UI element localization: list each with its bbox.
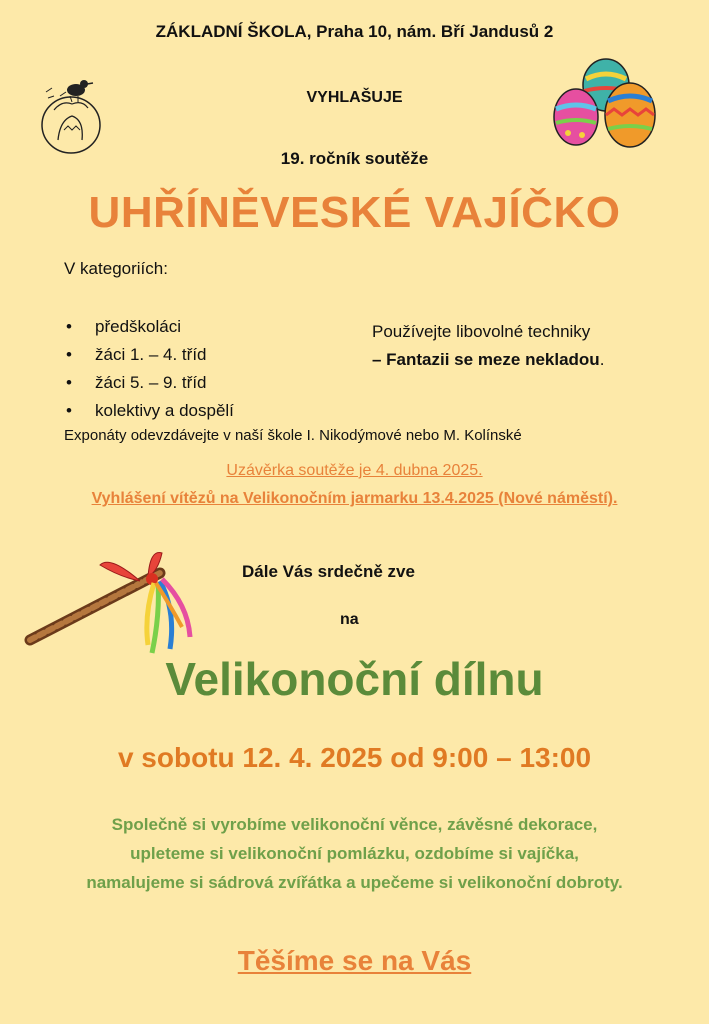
- techniques-period: .: [599, 350, 605, 369]
- closing-line: Těšíme se na Vás: [237, 945, 472, 976]
- school-logo-icon: [38, 70, 104, 156]
- categories-list: [64, 313, 234, 425]
- category-item: • žáci 5. – 9. tříd: [64, 369, 234, 397]
- techniques-line1: Používejte libovolné techniky: [372, 322, 591, 341]
- easter-whip-icon: [20, 545, 205, 665]
- deadline-note: Uzávěrka soutěže je 4. dubna 2025.: [226, 462, 483, 479]
- techniques-line2: – Fantazii se meze nekladou: [372, 350, 600, 369]
- category-item: • předškoláci: [64, 313, 234, 341]
- invite-on: na: [340, 611, 359, 628]
- workshop-date: v sobotu 12. 4. 2025 od 9:00 – 13:00: [117, 742, 592, 773]
- techniques-note: [372, 318, 604, 374]
- workshop-title: Velikonoční dílnu: [165, 653, 544, 705]
- invite-line: Dále Vás srdečně zve: [242, 562, 415, 581]
- edition-label: 19. ročník soutěže: [280, 149, 429, 168]
- category-item: • kolektivy a dospělí: [64, 397, 234, 425]
- announces-label: VYHLAŠUJE: [306, 89, 403, 106]
- categories-heading: V kategoriích:: [64, 259, 168, 278]
- contest-title: UHŘÍNĚVESKÉ VAJÍČKO: [88, 188, 621, 237]
- category-item: • žáci 1. – 4. tříd: [64, 341, 234, 369]
- winners-announcement: Vyhlášení vítězů na Velikonočním jarmarku 13.4.2025 (Nové náměstí).: [91, 490, 618, 507]
- exhibits-note: Exponáty odevzdávejte v naší škole I. Nikodýmové nebo M. Kolínské: [64, 427, 522, 444]
- workshop-description: Společně si vyrobíme velikonoční věnce, závěsné dekorace, upleteme si velikonoční pomlázku, ozdobíme si vajíčka, namalujeme si sádrová zvířátka a upečeme si velikonoční dobroty.: [86, 815, 623, 892]
- school-name: ZÁKLADNÍ ŠKOLA, Praha 10, nám. Bří Jandusů 2: [155, 22, 554, 41]
